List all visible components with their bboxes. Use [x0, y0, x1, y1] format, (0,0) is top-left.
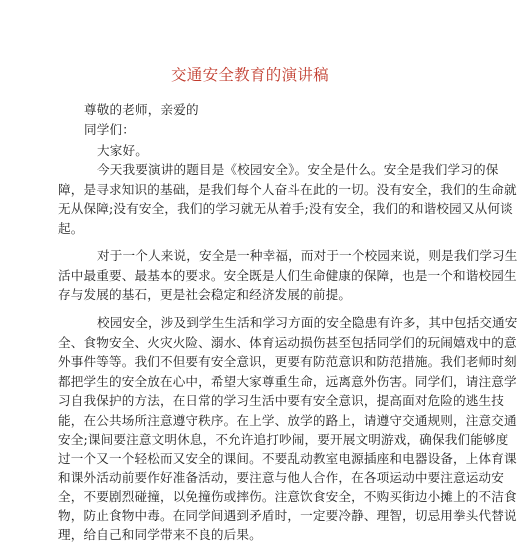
body-line: 物，防止食物中毒。在同学间遇到矛盾时，一定要冷静、理智，切忌用拳头代替说 — [58, 508, 517, 523]
body-line: 今天我要演讲的题目是《校园安全》。安全是什么。安全是我们学习的保 — [97, 162, 499, 177]
body-line: 能，在公共场所注意遵守秩序。在上学、放学的路上，请遵守交通规则，注意交通 — [58, 413, 517, 428]
body-line: 起。 — [58, 221, 84, 236]
body-line: 都把学生的安全放在心中，希望大家尊重生命，远离意外伤害。同学们，请注意学 — [58, 374, 517, 389]
document-title: 交通安全教育的演讲稿 — [170, 66, 329, 84]
body-line: 过一个又一个轻松而又安全的课间。不要乱动教室电源插座和电器设备，上体育课 — [58, 451, 517, 466]
body-line: 无从保障;没有安全，我们的学习就无从着手;没有安全，我们的和谐校园又从何谈 — [58, 201, 513, 216]
body-line: 全，不要剧烈碰撞，以免撞伤或摔伤。注意饮食安全，不购买街边小摊上的不洁食 — [58, 489, 517, 504]
body-line: 安全;课间要注意文明休息，不允许追打吵闹，要开展文明游戏，确保我们能够度 — [58, 432, 509, 447]
body-line: 大家好。 — [97, 143, 148, 158]
body-line: 理，给自己和同学带来不良的后果。 — [58, 527, 262, 542]
body-line: 障，是寻求知识的基础，是我们每个人奋斗在此的一切。没有安全，我们的生命就 — [58, 182, 517, 197]
body-line: 存与发展的基石，更是社会稳定和经济发展的前提。 — [58, 287, 352, 302]
body-line: 活中最重要、最基本的要求。安全既是人们生命健康的保障，也是一个和谐校园生 — [58, 268, 517, 283]
body-line: 和课外活动前要作好准备活动，要注意与他人合作，在各项运动中要注意运动安 — [58, 470, 505, 485]
body-line: 校园安全，涉及到学生生活和学习方面的安全隐患有许多，其中包括交通安 — [97, 315, 518, 330]
body-line: 外事件等等。我们不但要有安全意识，更要有防范意识和防范措施。我们老师时刻 — [58, 354, 517, 369]
body-line: 全、食物安全、火灾火险、溺水、体育运动损伤甚至包括同学们的玩闹嬉戏中的意 — [58, 335, 517, 350]
body-line: 对于一个人来说，安全是一种幸福，而对于一个校园来说，则是我们学习生 — [97, 248, 518, 263]
body-line: 同学们： — [84, 122, 135, 137]
body-line: 尊敬的老师，亲爱的 — [84, 102, 199, 117]
body-line: 习自我保护的方法，在日常的学习生活中要有安全意识，提高面对危险的逃生技 — [58, 393, 505, 408]
